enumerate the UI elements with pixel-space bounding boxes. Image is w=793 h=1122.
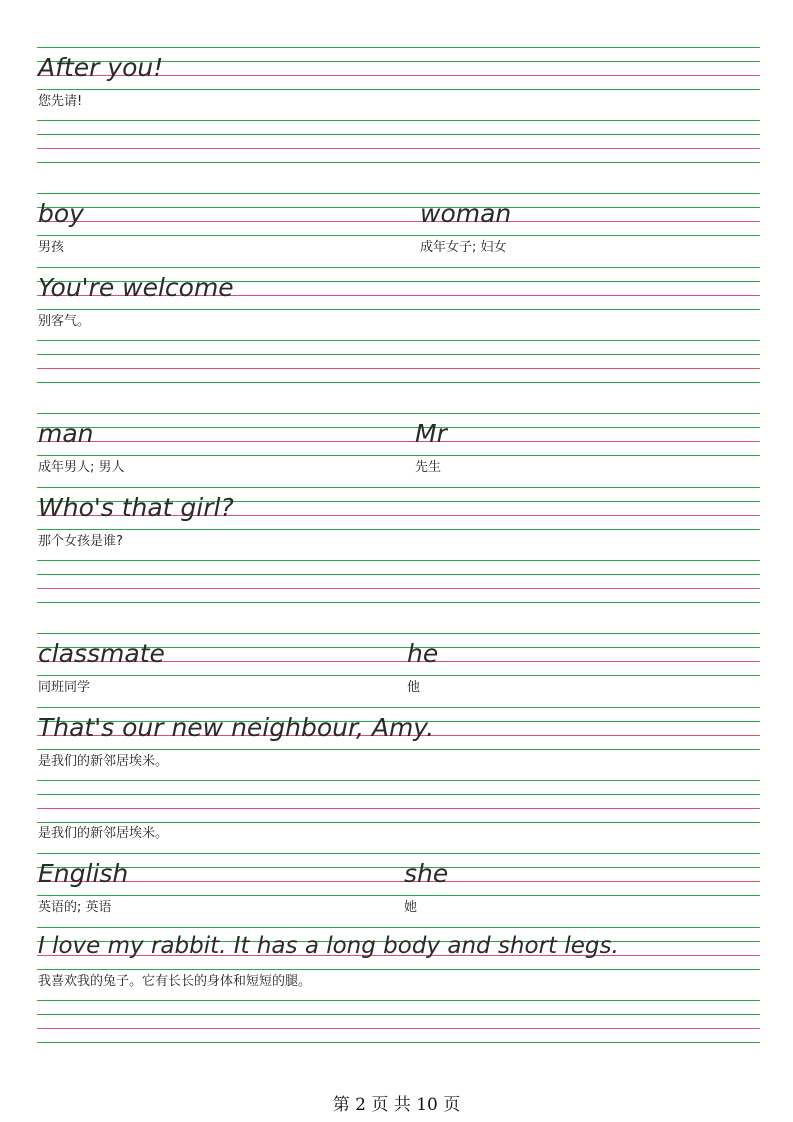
chinese-translation: 男孩 [38,240,65,255]
writing-lines [37,413,760,455]
english-word: Mr [415,419,447,448]
chinese-translation: 是我们的新邻居埃米。 [38,826,169,841]
english-sentence: I love my rabbit. It has a long body and short legs. [38,933,619,959]
writing-lines [37,560,760,602]
english-word: she [404,859,449,888]
writing-lines [37,1000,760,1042]
english-phrase: After you! [38,53,164,82]
english-sentence: That's our new neighbour, Amy. [38,713,435,742]
writing-lines [37,780,760,822]
chinese-translation: 是我们的新邻居埃米。 [38,754,169,769]
chinese-translation: 您先请! [38,94,83,109]
chinese-translation: 成年男人; 男人 [38,460,125,475]
writing-lines [37,193,760,235]
chinese-translation: 英语的; 英语 [38,900,112,915]
chinese-translation: 同班同学 [38,680,91,695]
page-number: 第 2 页 共 10 页 [332,1095,461,1115]
english-word: woman [420,199,512,228]
writing-lines [37,853,760,895]
english-word: English [38,859,129,888]
english-phrase: You're welcome [38,273,234,302]
english-word: boy [38,199,84,228]
english-word: man [38,419,94,448]
chinese-translation: 那个女孩是谁? [38,534,123,549]
english-word: he [407,639,439,668]
chinese-translation: 别客气。 [38,314,91,329]
chinese-translation: 我喜欢我的兔子。它有长长的身体和短短的腿。 [38,974,312,989]
writing-lines [37,120,760,162]
english-word: classmate [38,639,165,668]
chinese-translation: 先生 [415,460,442,475]
chinese-translation: 他 [407,680,421,695]
chinese-translation: 她 [404,900,418,915]
english-phrase: Who's that girl? [38,493,234,522]
chinese-translation: 成年女子; 妇女 [420,240,507,255]
writing-lines [37,340,760,382]
